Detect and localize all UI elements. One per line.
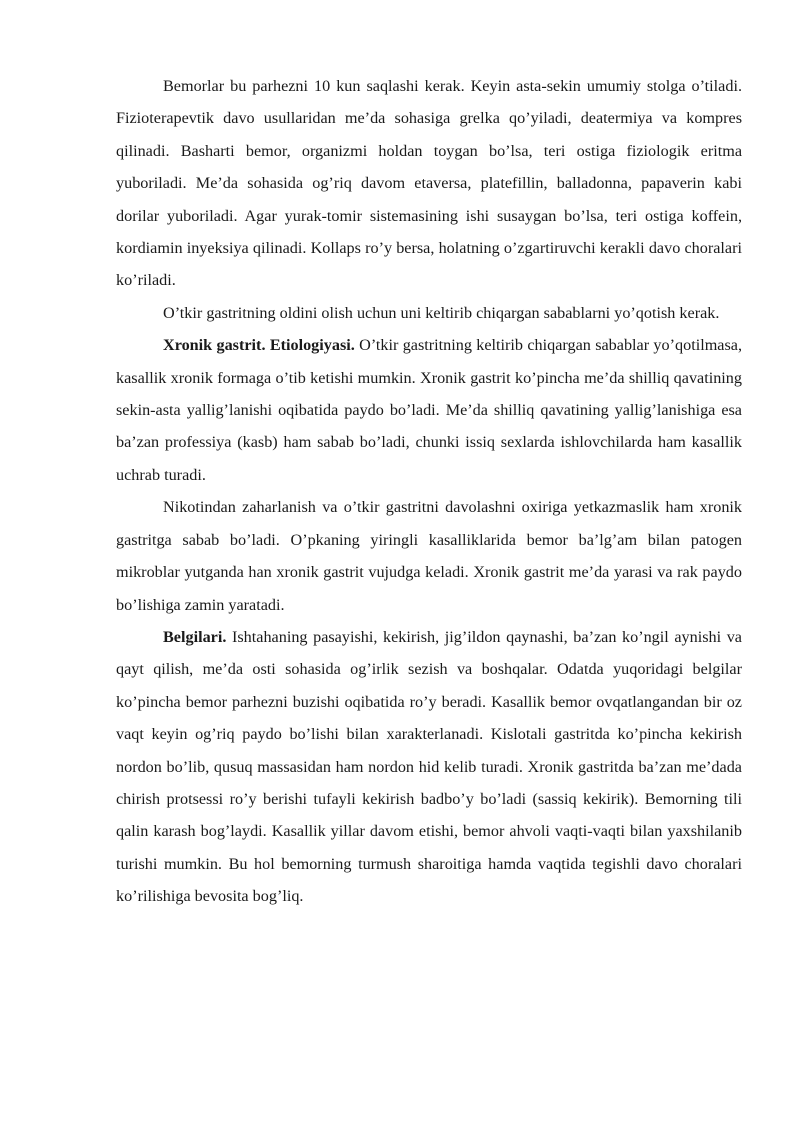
paragraph-treatment (116, 70, 742, 297)
section-heading-etiology: Xronik gastrit. Etiologiyasi. (163, 336, 355, 355)
document-page (116, 70, 742, 913)
paragraph-symptoms (116, 621, 742, 913)
paragraph-text: Ishtahaning pasayishi, kekirish, jig’ildon qaynashi, ba’zan ko’ngil aynishi va qayt qilish, me’da osti sohasida og’irlik sezish va boshqalar. Odatda yuqoridagi belgilar ko’pincha bemor parhezni buzishi oqibatida ro’y beradi. Kasallik bemor ovqatlangandan bir oz vaqt keyin og’riq paydo bo’lishi bilan xarakterlanadi. Kislotali gastritda ko’pincha kekirish nordon bo’lib, qusuq massasidan ham nordon hid kelib turadi. Xronik gastritda ba’zan me’dada chirish protsessi ro’y berishi tufayli kekirish badbo’y bo’ladi (sassiq kekirik). Bemorning tili qalin karash bog’laydi. Kasallik yillar davom etishi, bemor ahvoli vaqti-vaqti bilan yaxshilanib turishi mumkin. Bu hol bemorning turmush sharoitiga hamda vaqtida tegishli davo choralari ko’rilishiga bevosita bog’liq. (116, 627, 742, 906)
paragraph-text: Bemorlar bu parhezni 10 kun saqlashi kerak. Keyin asta-sekin umumiy stolga o’tiladi. Fizioterapevtik davo usullaridan me’da sohasiga grelka qo’yiladi, deatermiya va kompres qilinadi. Basharti bemor, organizmi holdan toygan bo’lsa, teri ostiga fiziologik eritma yuboriladi. Me’da sohasida og’riq davom etaversa, platefillin, balladonna, papaverin kabi dorilar yuboriladi. Agar yurak-tomir sistemasining ishi susaygan bo’lsa, teri ostiga koffein, kordiamin inyeksiya qilinadi. Kollaps ro’y bersa, holatning o’zgartiruvchi kerakli davo choralari ko’riladi. (116, 77, 742, 290)
paragraph-text: Nikotindan zaharlanish va o’tkir gastritni davolashni oxiriga yetkazmaslik ham xronik gastritga sabab bo’ladi. O’pkaning yiringli kasalliklarida bemor ba’lg’am bilan patogen mikroblar yutganda han xronik gastrit vujudga keladi. Xronik gastrit me’da yarasi va rak paydo bo’lishiga zamin yaratadi. (116, 498, 742, 614)
paragraph-chronic-etiology (116, 329, 742, 491)
paragraph-text: O’tkir gastritning keltirib chiqargan sabablar yo’qotilmasa, kasallik xronik formaga o’tib ketishi mumkin. Xronik gastrit ko’pincha me’da shilliq qavatining sekin-asta yallig’lanishi oqibatida paydo bo’ladi. Me’da shilliq qavatining yallig’lanishiga esa ba’zan professiya (kasb) ham sabab bo’ladi, chunki issiq sexlarda ishlovchilarda ham kasallik uchrab turadi. (116, 336, 743, 484)
section-heading-symptoms: Belgilari. (163, 627, 227, 646)
paragraph-prevention (116, 297, 742, 329)
paragraph-text: O’tkir gastritning oldini olish uchun uni keltirib chiqargan sabablarni yo’qotish kerak. (163, 303, 720, 322)
paragraph-causes (116, 491, 742, 621)
